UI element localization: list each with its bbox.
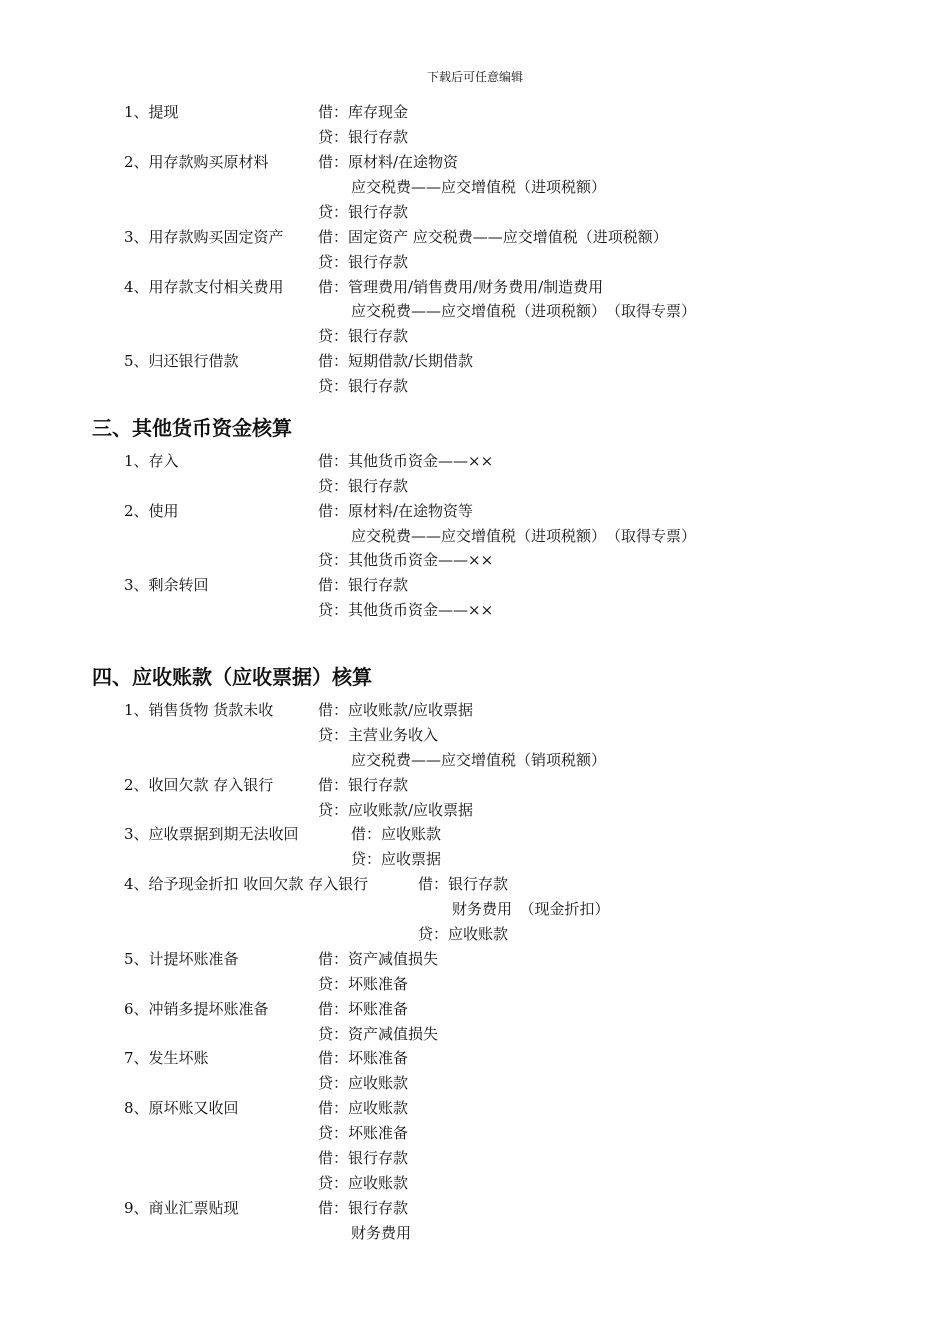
debit-line: 借：其他货币资金——×× bbox=[318, 452, 494, 470]
credit-line: 贷：应收账款/应收票据 bbox=[318, 801, 474, 819]
entry-label: 8、原坏账又收回 bbox=[124, 1099, 239, 1117]
entry-label: 4、用存款支付相关费用 bbox=[124, 278, 284, 296]
page-header: 下载后可任意编辑 bbox=[426, 70, 523, 84]
entry-label: 3、用存款购买固定资产 bbox=[124, 228, 284, 246]
entry-label: 1、存入 bbox=[124, 452, 179, 470]
entry-label: 3、应收票据到期无法收回 bbox=[124, 825, 299, 843]
credit-line: 贷：应收票据 bbox=[351, 850, 442, 868]
entry-label: 1、销售货物 货款未收 bbox=[124, 701, 274, 719]
entry-label: 1、提现 bbox=[124, 103, 179, 121]
debit-line: 借：原材料/在途物资 bbox=[318, 153, 459, 171]
credit-line: 贷：资产减值损失 bbox=[318, 1025, 439, 1043]
credit-line: 贷：银行存款 bbox=[318, 203, 409, 221]
credit-line: 贷：坏账准备 bbox=[318, 1124, 409, 1142]
credit-line: 贷：银行存款 bbox=[318, 327, 409, 345]
entry-label: 2、使用 bbox=[124, 502, 179, 520]
debit-line: 借：管理费用/销售费用/财务费用/制造费用 bbox=[318, 278, 604, 296]
credit-line: 贷：应收账款 bbox=[318, 1174, 409, 1192]
entry-label: 5、计提坏账准备 bbox=[124, 950, 239, 968]
debit-subline: 应交税费——应交增值税（进项税额） （取得专票） bbox=[351, 527, 697, 545]
credit-line: 贷：银行存款 bbox=[318, 253, 409, 271]
debit-line: 借：短期借款/长期借款 bbox=[318, 352, 474, 370]
section-heading: 四、应收账款（应收票据）核算 bbox=[92, 665, 372, 689]
credit-line: 贷：银行存款 bbox=[318, 477, 409, 495]
debit-line: 借：银行存款 bbox=[318, 776, 409, 794]
section-heading: 三、其他货币资金核算 bbox=[92, 416, 292, 440]
entry-label: 6、冲销多提坏账准备 bbox=[124, 1000, 269, 1018]
entry-label: 9、商业汇票贴现 bbox=[124, 1199, 239, 1217]
debit-line: 借：应收账款/应收票据 bbox=[318, 701, 474, 719]
entry-label: 4、给予现金折扣 收回欠款 存入银行 bbox=[124, 875, 369, 893]
debit-line: 借：银行存款 bbox=[318, 1199, 409, 1217]
entry-label: 2、收回欠款 存入银行 bbox=[124, 776, 274, 794]
credit-line: 贷：银行存款 bbox=[318, 377, 409, 395]
debit-line: 借：资产减值损失 bbox=[318, 950, 439, 968]
debit-line: 借：原材料/在途物资等 bbox=[318, 502, 474, 520]
entry-label: 7、发生坏账 bbox=[124, 1049, 209, 1067]
credit-subline: 应交税费——应交增值税（销项税额） bbox=[351, 751, 607, 769]
credit-line: 贷：应收账款 bbox=[318, 1074, 409, 1092]
entry-label: 2、用存款购买原材料 bbox=[124, 153, 269, 171]
debit-subline: 财务费用 bbox=[351, 1224, 412, 1242]
debit-subline: 应交税费——应交增值税（进项税额） （取得专票） bbox=[351, 302, 697, 320]
debit-line: 借：银行存款 bbox=[418, 875, 509, 893]
debit-subline: 财务费用 （现金折扣） bbox=[452, 900, 610, 918]
debit-line: 借：银行存款 bbox=[318, 576, 409, 594]
credit-line: 贷：应收账款 bbox=[418, 925, 509, 943]
debit-line: 借：坏账准备 bbox=[318, 1049, 409, 1067]
credit-line: 贷：坏账准备 bbox=[318, 975, 409, 993]
debit-line: 借：银行存款 bbox=[318, 1149, 409, 1167]
debit-line: 借：应收账款 bbox=[318, 1099, 409, 1117]
debit-line: 借：库存现金 bbox=[318, 103, 409, 121]
entry-label: 3、剩余转回 bbox=[124, 576, 209, 594]
entry-label: 5、归还银行借款 bbox=[124, 352, 239, 370]
debit-line: 借：坏账准备 bbox=[318, 1000, 409, 1018]
credit-line: 贷：银行存款 bbox=[318, 128, 409, 146]
debit-line: 借：应收账款 bbox=[351, 825, 442, 843]
debit-subline: 应交税费——应交增值税（进项税额） bbox=[351, 178, 607, 196]
debit-line: 借：固定资产 应交税费——应交增值税（进项税额） bbox=[318, 228, 668, 246]
credit-line: 贷：其他货币资金——×× bbox=[318, 551, 494, 569]
credit-line: 贷：主营业务收入 bbox=[318, 726, 439, 744]
credit-line: 贷：其他货币资金——×× bbox=[318, 601, 494, 619]
